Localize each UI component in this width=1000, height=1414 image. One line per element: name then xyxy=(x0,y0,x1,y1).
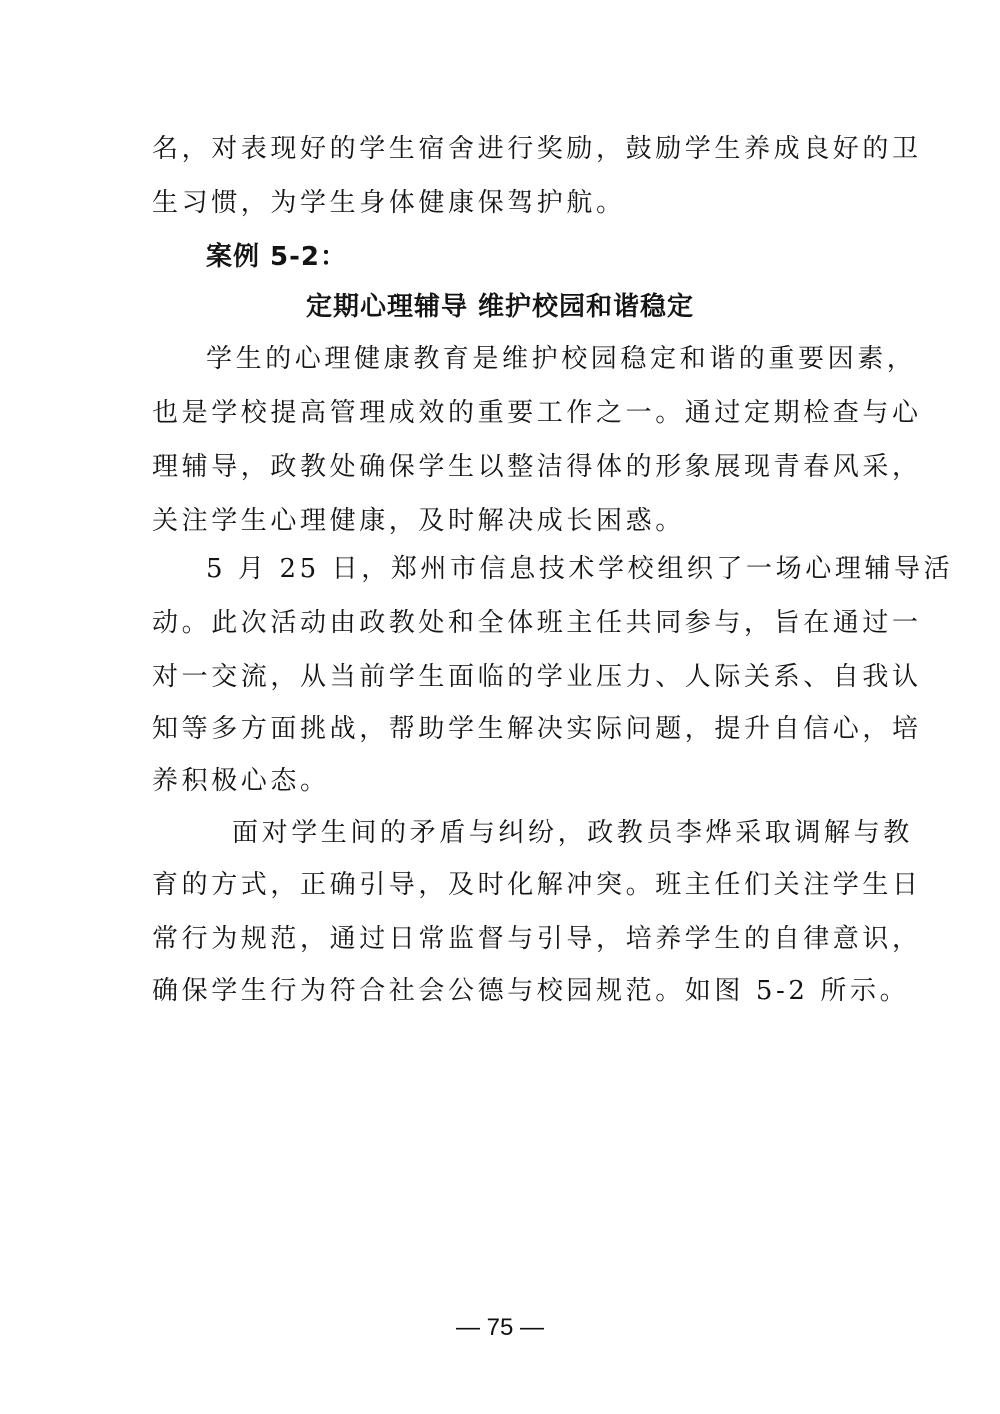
paragraph1-line-2: 也是学校提高管理成效的重要工作之一。通过定期检查与心 xyxy=(152,398,922,428)
paragraph2-line-3: 对一交流，从当前学生面临的学业压力、人际关系、自我认 xyxy=(152,662,922,692)
paragraph2-line-2: 动。此次活动由政教处和全体班主任共同参与，旨在通过一 xyxy=(152,608,922,638)
paragraph3-line-2: 育的方式，正确引导，及时化解冲突。班主任们关注学生日 xyxy=(152,870,922,900)
paragraph1-line-4: 关注学生心理健康，及时解决成长困惑。 xyxy=(152,506,685,536)
paragraph1-line-1: 学生的心理健康教育是维护校园稳定和谐的重要因素， xyxy=(206,344,917,374)
intro-line-2: 生习惯，为学生身体健康保驾护航。 xyxy=(152,188,626,218)
page-number: — 75 — xyxy=(455,1314,545,1341)
case-title: 定期心理辅导 维护校园和谐稳定 xyxy=(305,292,695,322)
case-label: 案例 5-2： xyxy=(206,242,348,272)
paragraph3-line-1: 面对学生间的矛盾与纠纷，政教员李烨采取调解与教 xyxy=(232,818,913,848)
paragraph3-line-4: 确保学生行为符合社会公德与校园规范。如图 5-2 所示。 xyxy=(152,976,910,1006)
intro-line-1: 名，对表现好的学生宿舍进行奖励，鼓励学生养成良好的卫 xyxy=(152,134,922,164)
paragraph2-line-5: 养积极心态。 xyxy=(152,766,330,796)
paragraph2-line-4: 知等多方面挑战，帮助学生解决实际问题，提升自信心，培 xyxy=(152,714,922,744)
paragraph2-line-1: 5 月 25 日，郑州市信息技术学校组织了一场心理辅导活 xyxy=(206,554,954,584)
paragraph1-line-3: 理辅导，政教处确保学生以整洁得体的形象展现青春风采， xyxy=(152,452,922,482)
paragraph3-line-3: 常行为规范，通过日常监督与引导，培养学生的自律意识， xyxy=(152,924,922,954)
